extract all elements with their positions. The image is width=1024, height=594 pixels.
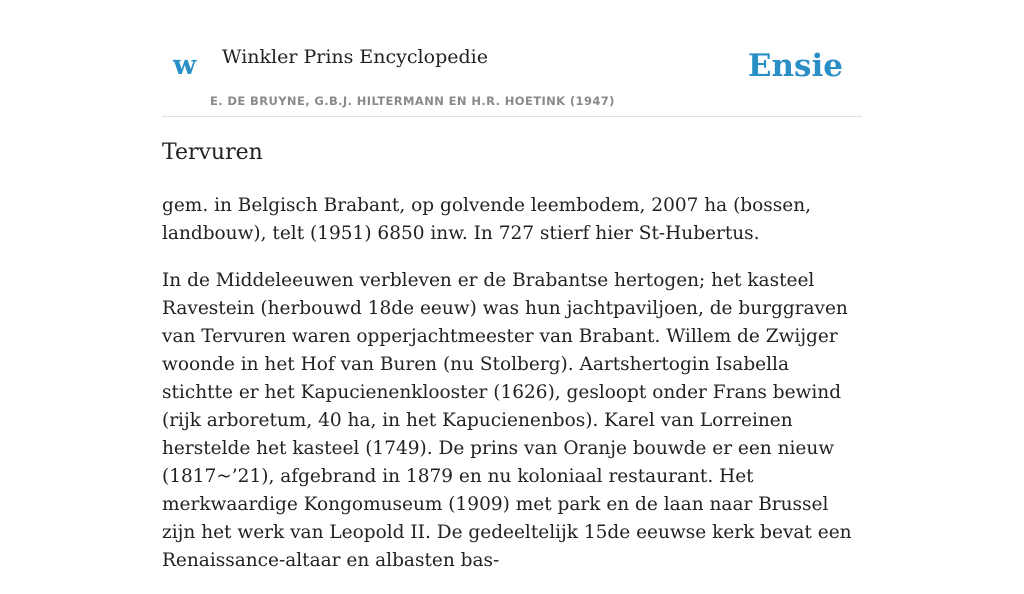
book-authors: E. DE BRUYNE, G.B.J. HILTERMANN EN H.R. HOETINK (1947) [210,94,615,108]
article-body [162,192,864,594]
article-paragraph: In de Middeleeuwen verbleven er de Brabantse hertogen; het kasteel Ravestein (herbouwd 18de eeuw) was hun jachtpaviljoen, de burggraven van Tervuren waren opperjachtmeester van Brabant. Willem de Zwijger woonde in het Hof van Buren (nu Stolberg). Aartshertogin Isabella stichtte er het Kapucienenklooster (1626), gesloopt onder Frans bewind (rijk arboretum, 40 ha, in het Kapucienenbos). Karel van Lorreinen herstelde het kasteel (1749). De prins van Oranje bouwde er een nieuw (1817~’21), afgebrand in 1879 en nu koloniaal restaurant. Het merkwaardige Kongomuseum (1909) met park en de laan naar Brussel zijn het werk van Leopold II. De gedeeltelijk 15de eeuwse kerk bevat een Renaissance-altaar en albasten bas- [162,270,852,571]
publication-logo-icon[interactable]: w [173,50,197,81]
article-title: Tervuren [162,140,263,165]
header [162,0,862,117]
book-title[interactable]: Winkler Prins Encyclopedie [222,46,488,68]
article-paragraph: gem. in Belgisch Brabant, op golvende leembodem, 2007 ha (bossen, landbouw), telt (1951) 6850 inw. In 727 stierf hier St-Hubertus. [162,195,812,244]
site-logo[interactable]: Ensie [747,48,843,84]
